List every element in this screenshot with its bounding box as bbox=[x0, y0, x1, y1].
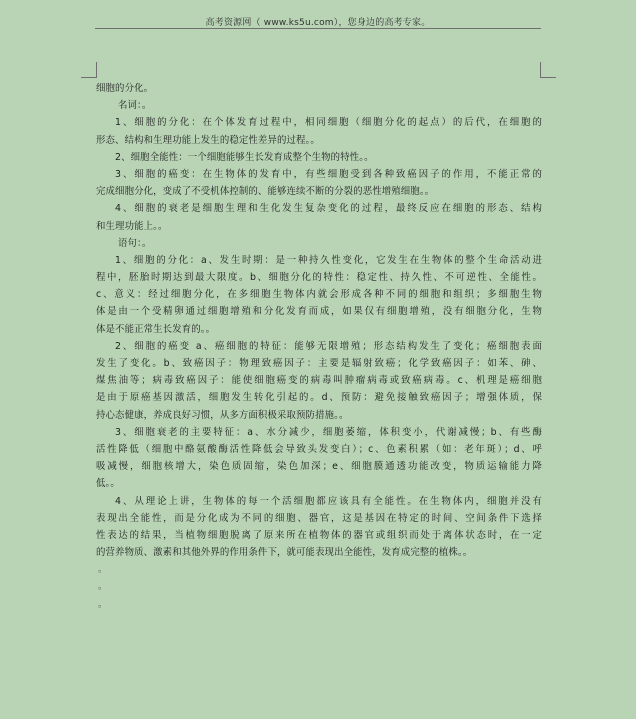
paragraph-line: 4、从理论上讲，生物体的每一个活细胞都应该具有全能性。在生物体内，细胞并没有 bbox=[115, 495, 542, 507]
paragraph-line: 是由于原癌基因激活，细胞发生转化引起的。d、预防：避免接触致癌因子；增强体质，保 bbox=[96, 392, 542, 404]
paragraph-line: 表现出全能性，而是分化成为不同的细胞、器官，这是基因在特定的时间、空间条件下选择 bbox=[96, 512, 542, 524]
paragraph-line: 2、细胞的癌变 a、癌细胞的特征：能够无限增殖；形态结构发生了变化；癌细胞表面 bbox=[115, 340, 542, 352]
paragraph-line: 1、细胞的分化：在个体发育过程中，相同细胞（细胞分化的起点）的后代，在细胞的 bbox=[115, 117, 542, 129]
paragraph-line: 发生了变化。b、致癌因子：物理致癌因子：主要是辐射致癌；化学致癌因子：如苯、砷、 bbox=[96, 358, 542, 369]
paragraph-line: 煤焦油等；病毒致癌因子：能使细胞癌变的病毒叫肿瘤病毒或致癌病毒。c、机理是癌细胞 bbox=[96, 375, 542, 387]
paragraph-line: 体是由一个受精卵通过细胞增殖和分化发育而成，如果仅有细胞增殖，没有细胞分化，生物 bbox=[96, 306, 542, 318]
paragraph-line: 性表达的结果，当植物细胞脱离了原来所在植物体的器官或组织而处于离体状态时，在一定 bbox=[96, 529, 542, 541]
empty-paragraph-mark: 。 bbox=[98, 581, 108, 593]
paragraph-line: 活性降低（细胞中酪氨酸酶活性降低会导致头发变白）；c、色素积累（如：老年斑）；d、呼 bbox=[96, 443, 542, 455]
paragraph-line: 2、细胞全能性：一个细胞能够生长发育成整个生物的特性。。 bbox=[115, 151, 374, 163]
section-title: 细胞的分化。 bbox=[96, 83, 154, 94]
paragraph-line: 形态、结构和生理功能上发生的稳定性差异的过程。。 bbox=[96, 134, 320, 146]
empty-paragraph-mark: 。 bbox=[98, 598, 108, 610]
paragraph-line: 吸减慢，细胞核增大，染色质固缩，染色加深；e、细胞膜通透功能改变，物质运输能力降 bbox=[96, 461, 542, 473]
section-label: 名词：。 bbox=[118, 100, 152, 112]
empty-paragraph-mark: 。 bbox=[98, 564, 108, 576]
crop-mark-top-right bbox=[540, 62, 556, 78]
paragraph-line: 程中，胚胎时期达到最大限度。b、细胞分化的特性：稳定性、持久性、不可逆性、全能性。 bbox=[96, 272, 542, 284]
page-header: 高考资源网（ www.ks5u.com），您身边的高考专家。 bbox=[205, 18, 431, 28]
paragraph-line: 3、细胞的癌变：在生物体的发育中，有些细胞受到各种致癌因子的作用，不能正常的 bbox=[115, 168, 542, 180]
paragraph-line: 4、细胞的衰老是细胞生理和生化发生复杂变化的过程，最终反应在细胞的形态、结构 bbox=[115, 203, 542, 215]
paragraph-line: 体是不能正常生长发育的。。 bbox=[96, 323, 216, 335]
crop-mark-top-left bbox=[81, 62, 97, 78]
document-body bbox=[96, 80, 542, 613]
paragraph-line: 的营养物质、激素和其他外界的作用条件下，就可能表现出全能性，发育成完整的植株。。 bbox=[96, 547, 473, 559]
paragraph-line: 持心态健康，养成良好习惯，从多方面积极采取预防措施。。 bbox=[96, 409, 349, 421]
paragraph-line: 完成细胞分化，变成了不受机体控制的、能够连续不断的分裂的恶性增殖细胞。。 bbox=[96, 186, 435, 198]
paragraph-line: 1、细胞的分化：a、发生时期：是一种持久性变化，它发生在生物体的整个生命活动进 bbox=[115, 254, 542, 266]
section-label: 语句：。 bbox=[118, 237, 152, 249]
header-rule bbox=[95, 28, 541, 29]
paragraph-line: 低。。 bbox=[96, 478, 120, 490]
paragraph-line: 3、细胞衰老的主要特征：a、水分减少，细胞萎缩，体积变小，代谢减慢；b、有些酶 bbox=[115, 426, 542, 438]
paragraph-line: 和生理功能上。。 bbox=[96, 220, 168, 232]
paragraph-line: c、意义：经过细胞分化，在多细胞生物体内就会形成各种不同的细胞和组织；多细胞生物 bbox=[96, 289, 542, 301]
